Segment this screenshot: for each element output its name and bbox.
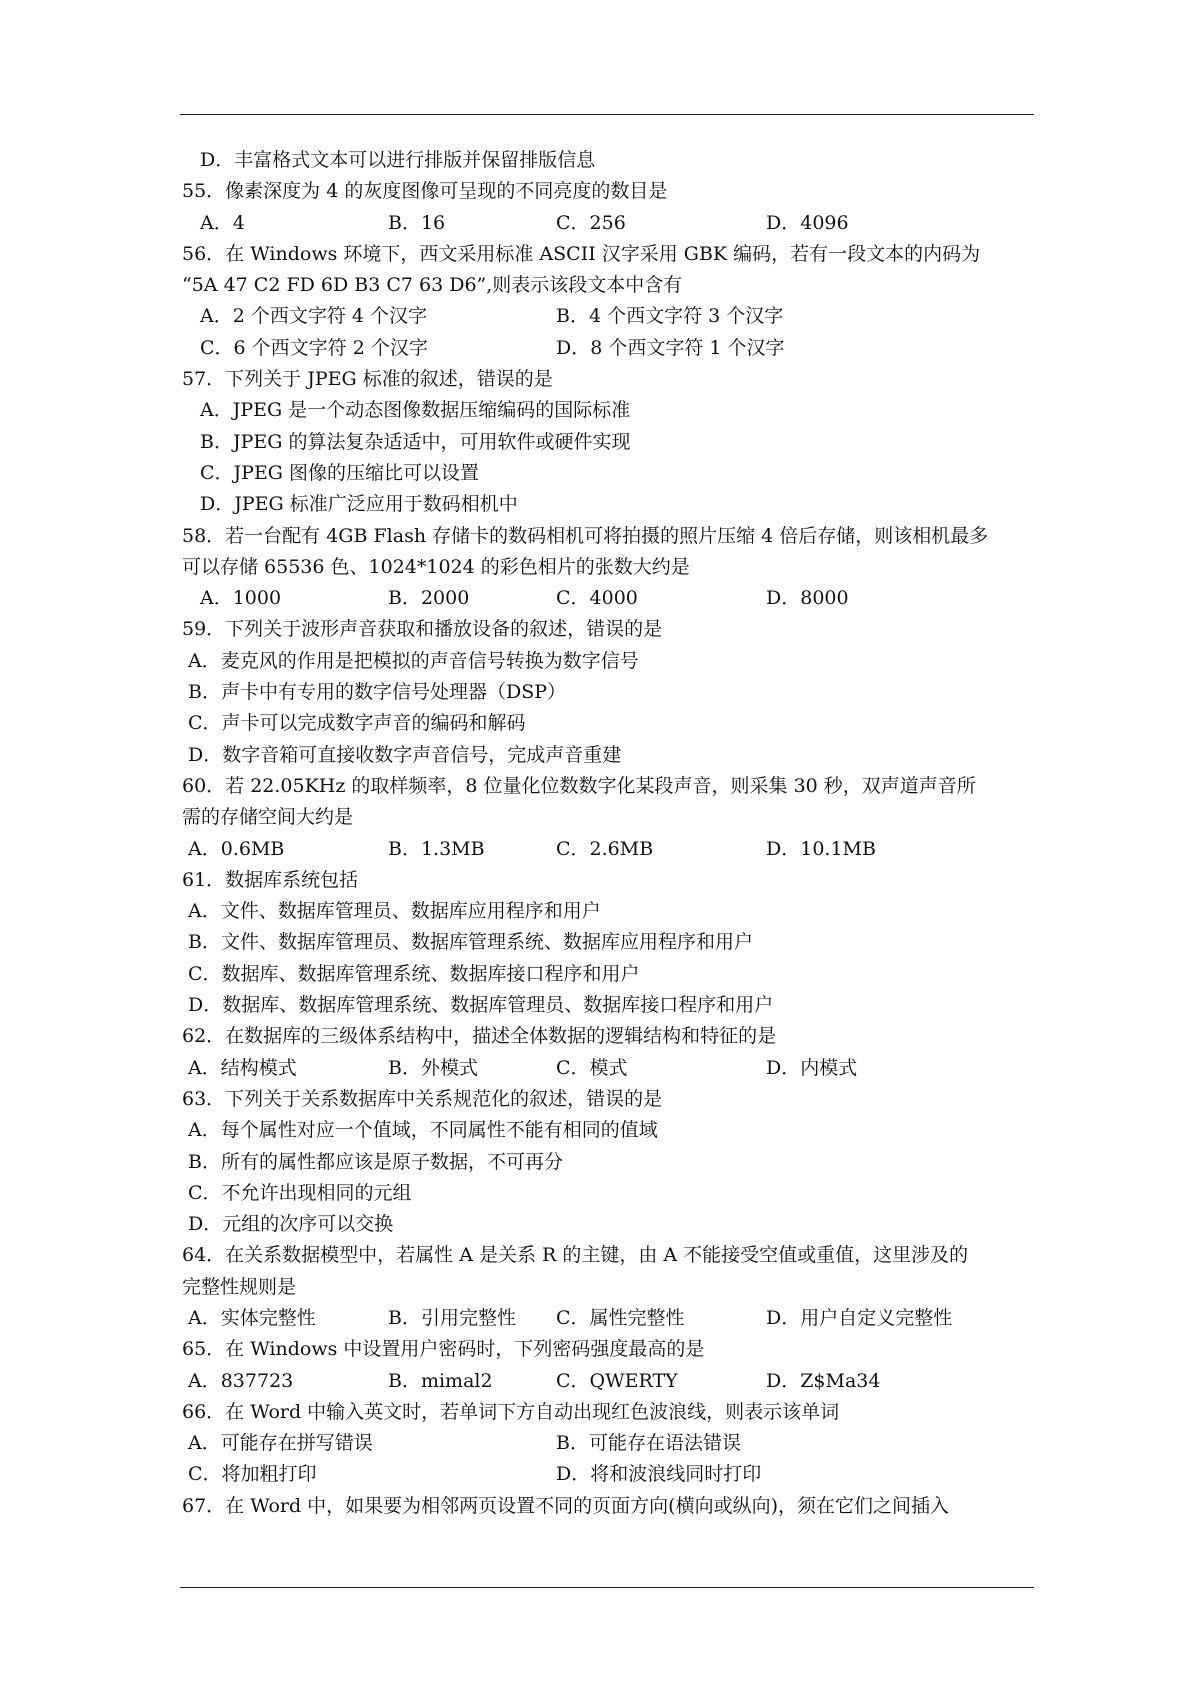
q66-options-row1	[182, 1428, 1042, 1459]
q60-options	[182, 834, 1042, 865]
q65-option-c: C．QWERTY	[556, 1369, 678, 1392]
q60-stem-line1: 60．若 22.05KHz 的取样频率，8 位量化位数数字化某段声音，则采集 30 秒，双声道声音所	[182, 774, 976, 797]
q56-option-d: D．8 个西文字符 1 个汉字	[556, 336, 785, 359]
q55-option-a: A．4	[200, 211, 245, 234]
q64-option-d: D．用户自定义完整性	[766, 1306, 953, 1329]
q62-option-b: B．外模式	[388, 1056, 478, 1079]
q65-options	[182, 1366, 1042, 1397]
q66-option-a: A．可能存在拼写错误	[188, 1432, 373, 1455]
footer-rule	[180, 1587, 1034, 1588]
q59-stem: 59．下列关于波形声音获取和播放设备的叙述，错误的是	[182, 618, 663, 641]
q55-options	[182, 208, 1042, 239]
q65-stem: 65．在 Windows 中设置用户密码时，下列密码强度最高的是	[182, 1338, 705, 1361]
q57-option-d: D．JPEG 标准广泛应用于数码相机中	[200, 493, 518, 516]
q57-option-c: C．JPEG 图像的压缩比可以设置	[200, 461, 480, 484]
q66-option-c: C．将加粗打印	[188, 1463, 317, 1486]
q63-option-b: B．所有的属性都应该是原子数据，不可再分	[188, 1150, 563, 1173]
q65-option-a: A．837723	[188, 1369, 294, 1392]
q56-option-b: B．4 个西文字符 3 个汉字	[556, 305, 784, 328]
q55-stem: 55．像素深度为 4 的灰度图像可呈现的不同亮度的数目是	[182, 180, 668, 203]
q65-option-b: B．mimal2	[388, 1369, 493, 1392]
header-rule	[180, 114, 1034, 115]
q66-option-d: D．将和波浪线同时打印	[556, 1463, 762, 1486]
q57-option-a: A．JPEG 是一个动态图像数据压缩编码的国际标准	[200, 399, 631, 422]
q60-option-a: A．0.6MB	[188, 837, 285, 860]
q56-stem-line2: “5A 47 C2 FD 6D B3 C7 63 D6”,则表示该段文本中含有	[182, 274, 683, 297]
q59-option-d: D．数字音箱可直接收数字声音信号，完成声音重建	[188, 743, 622, 766]
q57-option-b: B．JPEG 的算法复杂适适中，可用软件或硬件实现	[200, 430, 631, 453]
q62-option-d: D．内模式	[766, 1056, 858, 1079]
q58-option-b: B．2000	[388, 587, 470, 610]
q64-options	[182, 1303, 1042, 1334]
q67-stem: 67．在 Word 中，如果要为相邻两页设置不同的页面方向(横向或纵向)，须在它们之间插入	[182, 1494, 950, 1517]
q58-option-c: C．4000	[556, 587, 638, 610]
q58-option-a: A．1000	[200, 587, 282, 610]
q57-stem: 57．下列关于 JPEG 标准的叙述，错误的是	[182, 368, 553, 391]
q61-option-b: B．文件、数据库管理员、数据库管理系统、数据库应用程序和用户	[188, 931, 753, 954]
page-content	[182, 145, 1042, 1522]
q62-stem: 62．在数据库的三级体系结构中，描述全体数据的逻辑结构和特征的是	[182, 1025, 777, 1048]
q60-option-c: C．2.6MB	[556, 837, 654, 860]
q61-stem: 61．数据库系统包括	[182, 868, 359, 891]
q59-option-b: B．声卡中有专用的数字信号处理器（DSP）	[188, 681, 566, 704]
q55-option-c: C．256	[556, 211, 626, 234]
q56-option-a: A．2 个西文字符 4 个汉字	[200, 305, 428, 328]
q54-option-d: D．丰富格式文本可以进行排版并保留排版信息	[200, 149, 596, 171]
q64-option-b: B．引用完整性	[388, 1306, 516, 1329]
q64-stem-line1: 64．在关系数据模型中，若属性 A 是关系 R 的主键，由 A 不能接受空值或重值，这里涉及的	[182, 1244, 969, 1267]
q62-option-c: C．模式	[556, 1056, 628, 1079]
q65-option-d: D．Z$Ma34	[766, 1369, 881, 1392]
q62-option-a: A．结构模式	[188, 1056, 297, 1079]
q64-option-a: A．实体完整性	[188, 1306, 316, 1329]
q66-stem: 66．在 Word 中输入英文时，若单词下方自动出现红色波浪线，则表示该单词	[182, 1400, 840, 1423]
q64-option-c: C．属性完整性	[556, 1306, 685, 1329]
q56-options-row2	[182, 333, 1042, 364]
q59-option-c: C．声卡可以完成数字声音的编码和解码	[188, 712, 526, 735]
q59-option-a: A．麦克风的作用是把模拟的声音信号转换为数字信号	[188, 649, 639, 672]
q62-options	[182, 1053, 1042, 1084]
q60-stem-line2: 需的存储空间大约是	[182, 806, 354, 829]
q63-option-d: D．元组的次序可以交换	[188, 1213, 394, 1236]
q61-option-a: A．文件、数据库管理员、数据库应用程序和用户	[188, 900, 601, 923]
q58-options	[182, 583, 1042, 614]
q58-stem-line1: 58．若一台配有 4GB Flash 存储卡的数码相机可将拍摄的照片压缩 4 倍后存储，则该相机最多	[182, 524, 989, 547]
q60-option-b: B．1.3MB	[388, 837, 485, 860]
q55-option-d: D．4096	[766, 211, 849, 234]
q56-stem-line1: 56．在 Windows 环境下，西文采用标准 ASCII 汉字采用 GBK 编码，若有一段文本的内码为	[182, 242, 981, 265]
q66-options-row2	[182, 1459, 1042, 1490]
q55-option-b: B．16	[388, 211, 446, 234]
q60-option-d: D．10.1MB	[766, 837, 876, 860]
q63-option-a: A．每个属性对应一个值域，不同属性不能有相同的值域	[188, 1119, 658, 1142]
q56-options-row1	[182, 301, 1042, 332]
q63-option-c: C．不允许出现相同的元组	[188, 1181, 412, 1204]
q61-option-d: D．数据库、数据库管理系统、数据库管理员、数据库接口程序和用户	[188, 994, 774, 1017]
q56-option-c: C．6 个西文字符 2 个汉字	[200, 336, 428, 359]
q58-stem-line2: 可以存储 65536 色、1024*1024 的彩色相片的张数大约是	[182, 555, 690, 578]
q66-option-b: B．可能存在语法错误	[556, 1432, 741, 1455]
q61-option-c: C．数据库、数据库管理系统、数据库接口程序和用户	[188, 962, 640, 985]
q63-stem: 63．下列关于关系数据库中关系规范化的叙述，错误的是	[182, 1087, 663, 1110]
q64-stem-line2: 完整性规则是	[182, 1275, 297, 1298]
q58-option-d: D．8000	[766, 587, 849, 610]
